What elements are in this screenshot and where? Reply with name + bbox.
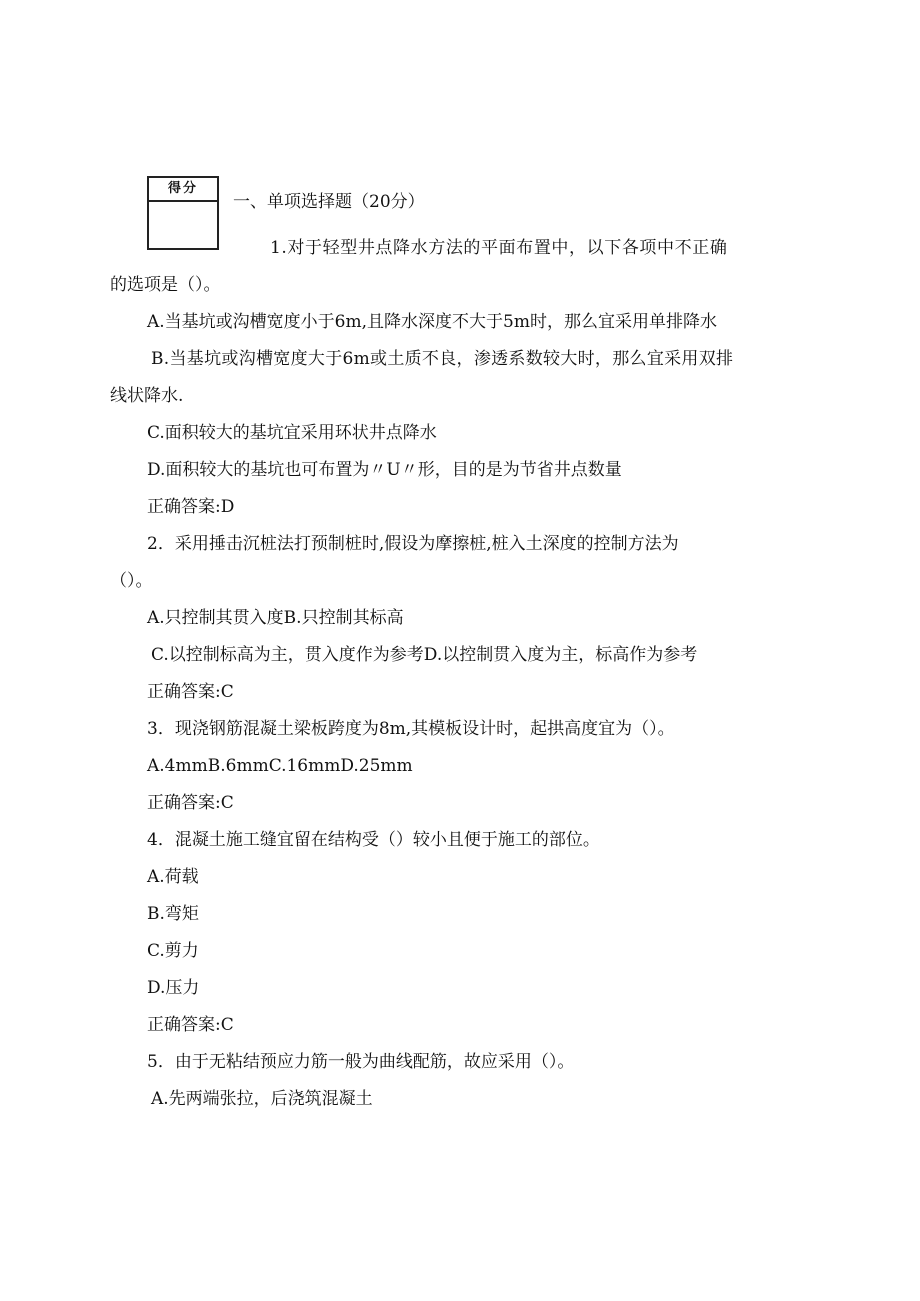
question-2-text: 2．采用捶击沉桩法打预制桩时,假设为摩擦桩,桩入土深度的控制方法为 — [147, 534, 679, 554]
question-1-option-c: C.面积较大的基坑宜采用环状井点降水 — [147, 423, 437, 443]
score-label: 得分 — [149, 178, 217, 202]
question-4-text: 4．混凝土施工缝宜留在结构受（）较小且便于施工的部位。 — [147, 830, 600, 850]
question-1-option-a: A.当基坑或沟槽宽度小于6m,且降水深度不大于5m时，那么宜采用单排降水 — [147, 312, 717, 332]
question-2-options-ab: A.只控制其贯入度B.只控制其标高 — [147, 608, 404, 628]
question-2-options-cd: C.以控制标高为主，贯入度作为参考D.以控制贯入度为主，标高作为参考 — [151, 645, 698, 665]
question-4-option-c: C.剪力 — [147, 941, 199, 961]
question-2-answer: 正确答案:C — [147, 682, 234, 702]
section-title: 一、单项选择题（20分） — [233, 192, 425, 212]
question-1-text-cont: 的选项是（）。 — [110, 275, 221, 295]
question-4-option-b: B.弯矩 — [147, 904, 199, 924]
question-1-option-b: B.当基坑或沟槽宽度大于6m或土质不良，渗透系数较大时，那么宜采用双排 — [151, 349, 734, 369]
question-1-option-d: D.面积较大的基坑也可布置为〃U〃形，目的是为节省井点数量 — [147, 460, 622, 480]
question-4-option-a: A.荷载 — [147, 867, 199, 887]
score-box — [147, 176, 219, 250]
question-3-options: A.4mmB.6mmC.16mmD.25mm — [147, 756, 413, 776]
question-4-option-d: D.压力 — [147, 978, 200, 998]
question-1-option-b-cont: 线状降水. — [110, 386, 184, 406]
question-1-text: 1.对于轻型井点降水方法的平面布置中，以下各项中不正确 — [270, 238, 728, 258]
question-1-answer: 正确答案:D — [147, 497, 235, 517]
question-3-text: 3．现浇钢筋混凝土梁板跨度为8m,其模板设计时，起拱高度宜为（）。 — [147, 719, 675, 739]
question-5-option-a: A.先两端张拉，后浇筑混凝土 — [151, 1089, 373, 1109]
question-4-answer: 正确答案:C — [147, 1015, 234, 1035]
question-3-answer: 正确答案:C — [147, 793, 234, 813]
question-5-text: 5．由于无粘结预应力筋一般为曲线配筋，故应采用（）。 — [147, 1052, 575, 1072]
question-2-text-cont: （）。 — [110, 571, 153, 591]
